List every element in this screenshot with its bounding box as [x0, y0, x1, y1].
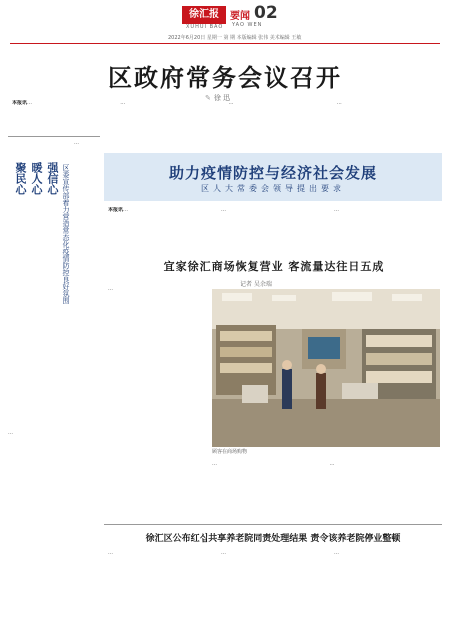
newspaper-logo-roman: XUHUI BAO	[186, 24, 224, 30]
sidebar-rule	[8, 136, 100, 137]
banner-lead-tag: 本报讯	[108, 207, 124, 213]
ikea-headline: 宜家徐汇商场恢复营业 客流量达往日五成	[163, 260, 385, 273]
banner-story-col-3: …	[334, 207, 339, 213]
ikea-story-continued	[212, 461, 440, 521]
banner-subtitle: 区人大常委会领导提出要求	[201, 184, 345, 193]
nursing-home-headline: 徐汇区公布红십共享养老院同责处理结果 责令该养老院停业整顿	[145, 534, 401, 544]
ikea-story-body: …	[108, 286, 113, 292]
nursing-home-col-1: …	[108, 550, 113, 556]
main-headline: 区政府常务会议召开	[108, 63, 342, 92]
newspaper-logo: 徐汇报	[182, 6, 226, 24]
main-story-body	[12, 100, 438, 138]
sidebar-headline-line-2: 暖人心	[30, 162, 43, 195]
store-photo-illustration	[212, 289, 440, 447]
section-name-roman: YAO WEN	[232, 22, 263, 28]
store-photo	[212, 289, 440, 447]
main-byline-text: 徐 迅	[213, 94, 231, 102]
masthead	[0, 0, 450, 44]
ikea-story-col-b: …	[329, 461, 335, 467]
banner-story-col-1	[108, 207, 214, 253]
pen-icon: ✎	[205, 94, 211, 102]
nursing-home-col-3: …	[334, 550, 339, 556]
feature-banner	[104, 153, 442, 201]
sidebar-subhead: 区委宣传部着力营造常态化疫情防控良好氛围	[62, 164, 70, 304]
masthead-rule	[10, 43, 440, 44]
main-story-col-4: …	[336, 100, 342, 106]
sidebar-article	[8, 136, 100, 636]
bottom-rule	[104, 524, 442, 525]
sidebar-headline-line-1: 强信心	[46, 162, 59, 195]
banner-title: 助力疫情防控与经济社会发展	[168, 164, 377, 182]
nursing-home-story-body	[108, 550, 440, 634]
main-story-col-1	[12, 100, 113, 138]
main-story-col-3: …	[228, 100, 234, 106]
photo-caption: 顾客在商场购物	[212, 449, 248, 455]
page-number: 02	[254, 3, 278, 23]
sidebar-headline	[8, 162, 60, 362]
ikea-story-col-a: …	[212, 461, 217, 467]
section-name: 要闻	[230, 11, 250, 22]
main-story-col-2: …	[120, 100, 126, 106]
sidebar-body: …	[8, 430, 13, 436]
main-story-text-1: …	[27, 100, 33, 106]
nursing-home-col-2: …	[221, 550, 226, 556]
dateline: 2022年6月20日 星期一 第 期 本版编辑 张伟 美术编辑 王敏	[168, 35, 302, 41]
ikea-byline: 记者 吴余瑞	[240, 281, 272, 288]
banner-story-text-1: …	[123, 207, 129, 213]
banner-story-col-2: …	[221, 207, 226, 213]
sidebar-headline-line-3: 聚民心	[14, 162, 27, 195]
banner-story-body	[108, 207, 440, 253]
lead-tag: 本报讯	[12, 100, 28, 106]
sidebar-body-top: …	[74, 140, 79, 146]
